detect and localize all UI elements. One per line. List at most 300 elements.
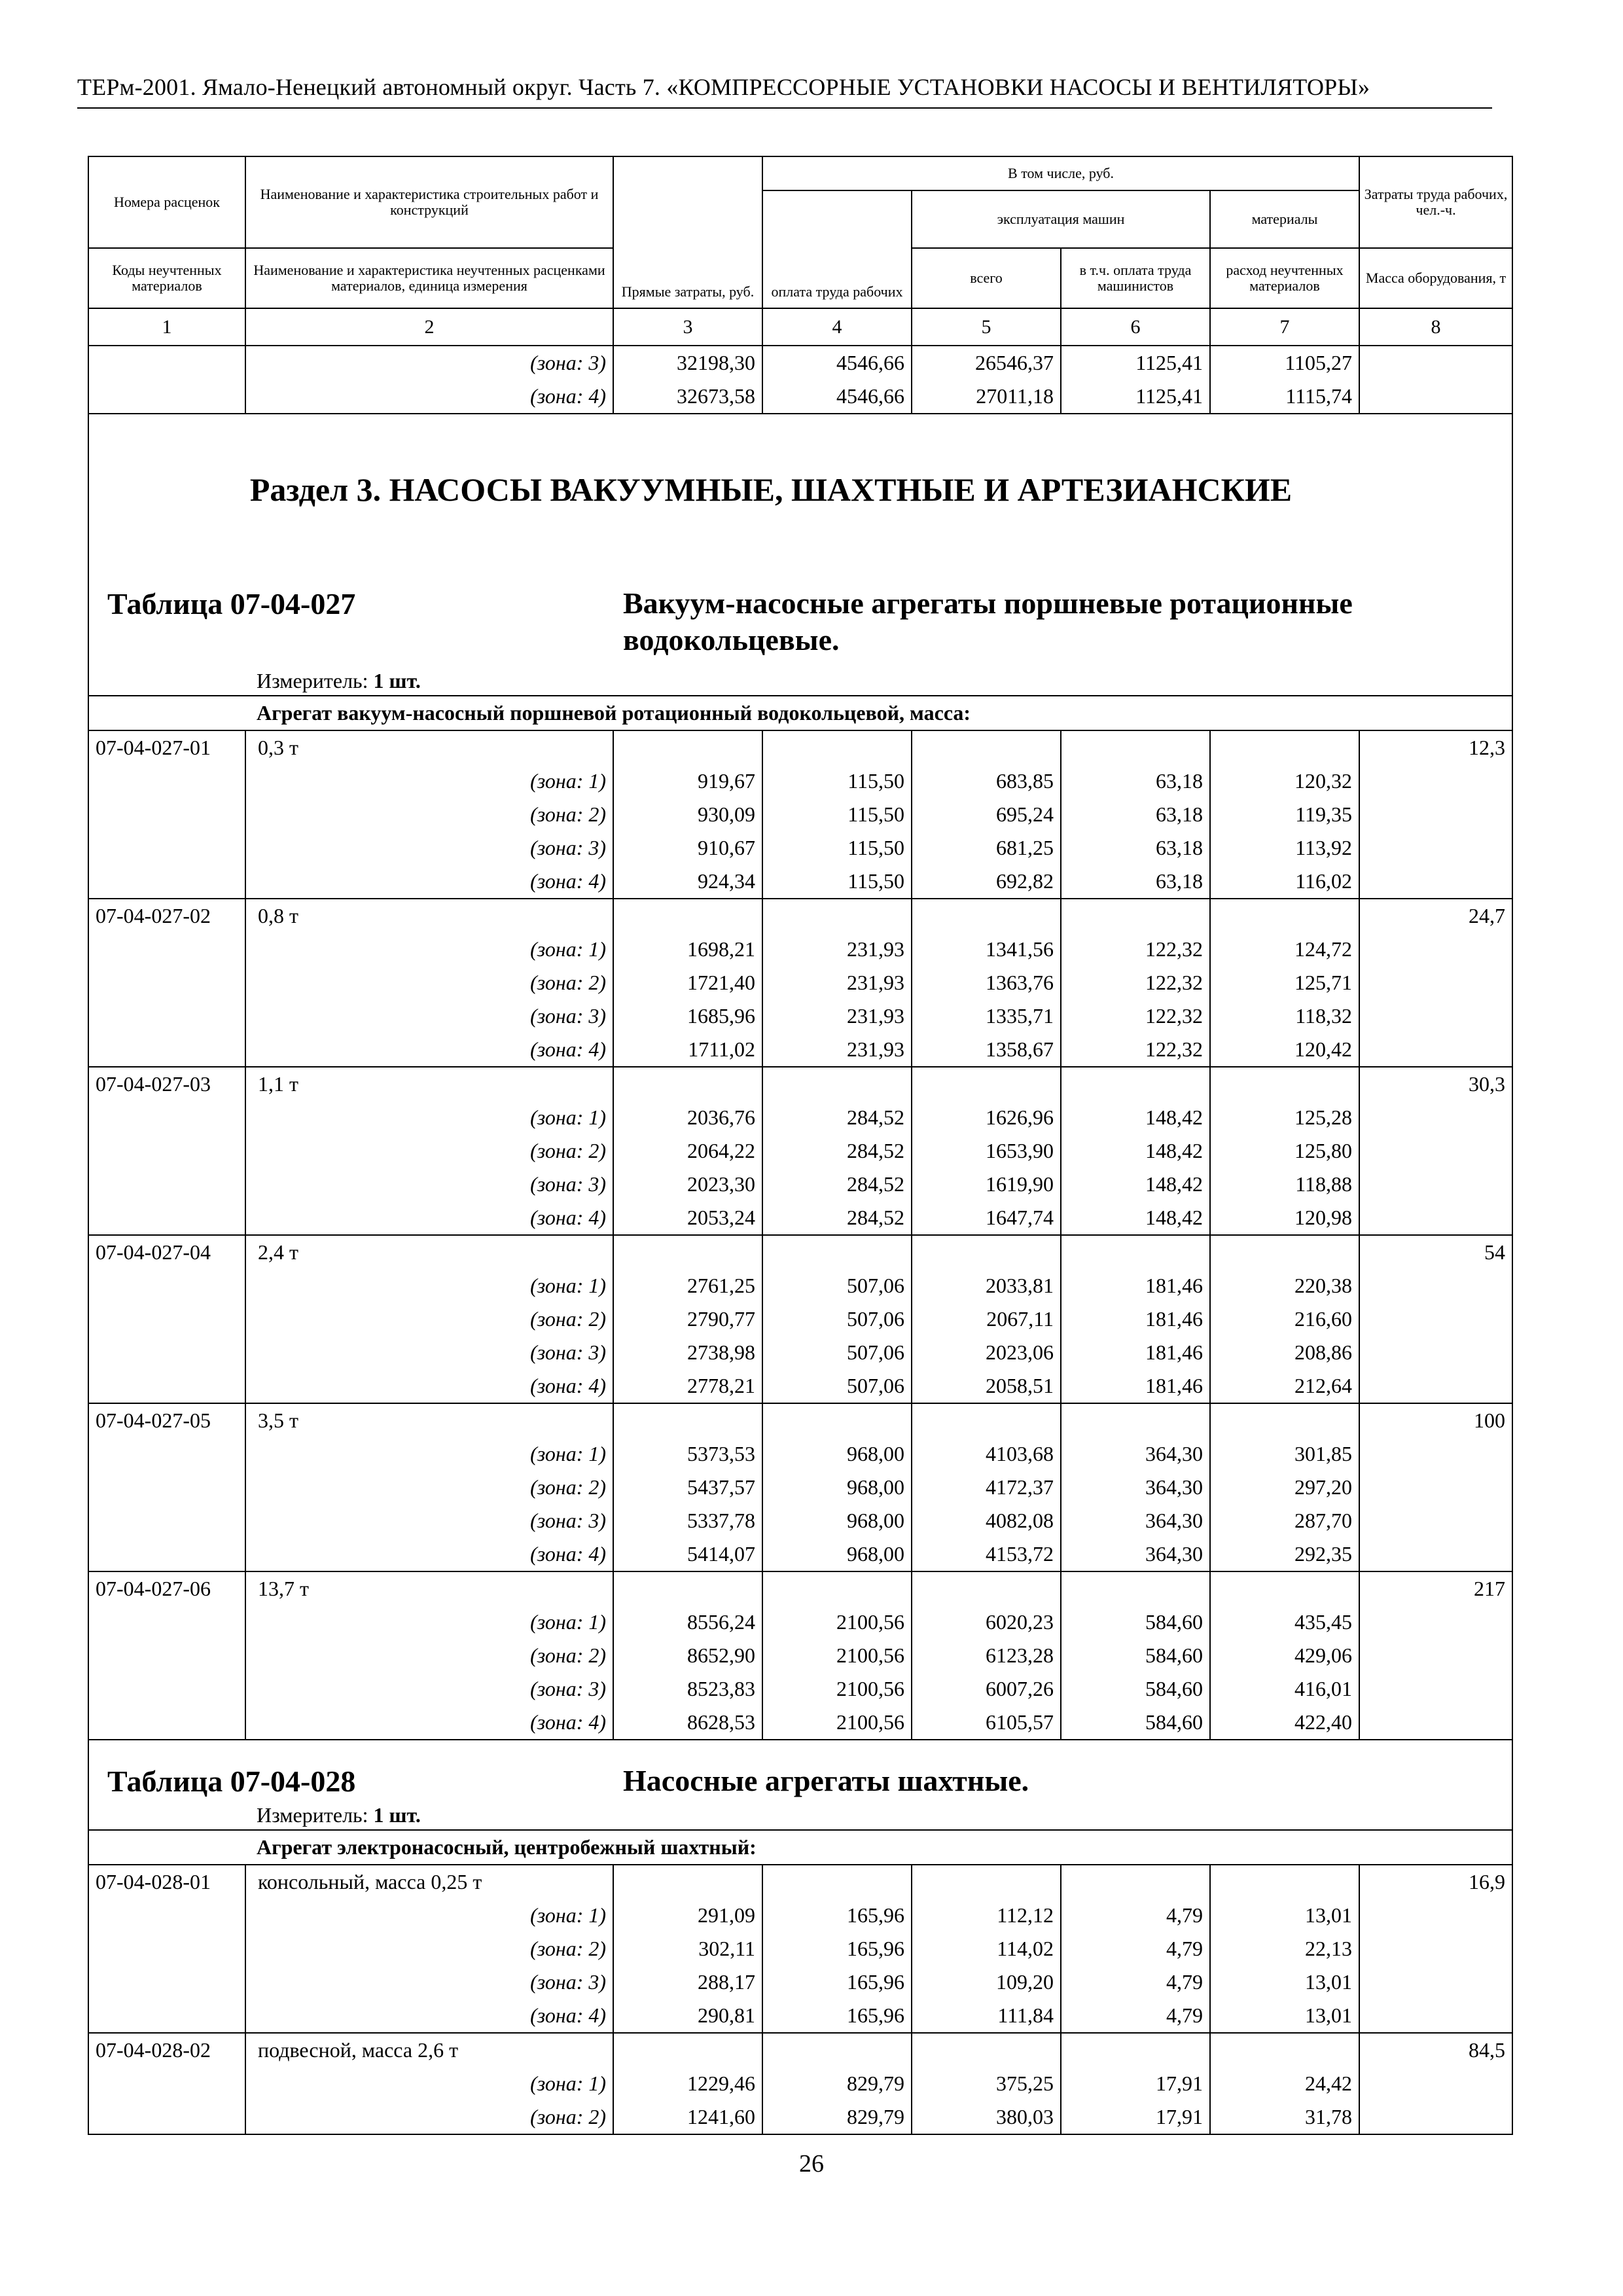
- table-row: [88, 1571, 1512, 1740]
- cell-value: 1335,71: [986, 1004, 1054, 1028]
- zone-label: (зона: 1): [530, 769, 606, 793]
- cell-value: 8628,53: [687, 1710, 755, 1734]
- rate-name: 3,5 т: [258, 1408, 298, 1432]
- mass-cell: [1359, 1571, 1512, 1740]
- spacer: [1217, 1236, 1352, 1269]
- cell-value: 380,03: [996, 2105, 1054, 2128]
- cell-value: 63,18: [1156, 869, 1203, 893]
- cell-value: 930,09: [698, 802, 755, 826]
- spacer: [620, 1067, 755, 1101]
- rate-code-cell: [88, 1067, 245, 1235]
- col-num-5: 5: [912, 308, 1061, 346]
- section-block-027: [88, 414, 1512, 696]
- cell-value: 2100,56: [836, 1710, 904, 1734]
- value-cell-c5: [912, 1403, 1061, 1571]
- cell-value: 1241,60: [687, 2105, 755, 2128]
- cell-value: 1653,90: [986, 1139, 1054, 1162]
- table-number: Таблица 07-04-027: [107, 587, 356, 620]
- value-cell-c6: [1061, 1403, 1210, 1571]
- cell-value: 681,25: [996, 836, 1054, 859]
- cell-value: 2023,06: [986, 1340, 1054, 1364]
- zone-label: (зона: 3): [530, 1340, 606, 1364]
- cell-value: 181,46: [1145, 1307, 1203, 1331]
- cell-value: 1698,21: [687, 937, 755, 961]
- cell-value: 1341,56: [986, 937, 1054, 961]
- head-labor-pay: оплата труда рабочих: [762, 190, 912, 308]
- cell-value: 122,32: [1145, 1037, 1203, 1061]
- cell-value: 2064,22: [687, 1139, 755, 1162]
- head-direct: Прямые затраты, руб.: [613, 156, 762, 308]
- zone-label: (зона: 3): [530, 351, 606, 374]
- cell-value: 297,20: [1294, 1475, 1353, 1499]
- cell-value: 165,96: [847, 1970, 904, 1994]
- rate-code: 07-04-027-06: [96, 1577, 211, 1600]
- value-cell-c5: [912, 1571, 1061, 1740]
- rate-code: 07-04-028-02: [96, 2038, 211, 2062]
- zone-label: (зона: 4): [530, 2003, 606, 2027]
- rates-table: [88, 156, 1513, 2135]
- zone-label: (зона: 2): [530, 1139, 606, 1162]
- zone-label: (зона: 4): [530, 1374, 606, 1397]
- head-code: Номера расценок: [88, 156, 245, 248]
- spacer: [1217, 1572, 1352, 1605]
- cell-value: 4153,72: [986, 1542, 1054, 1566]
- zone-label: (зона: 1): [530, 1442, 606, 1465]
- cell-value: 116,02: [1295, 869, 1353, 893]
- value-cell-c6: [1061, 1235, 1210, 1403]
- cell-value: 695,24: [996, 802, 1054, 826]
- meter-value: 1 шт.: [373, 669, 421, 692]
- running-header: ТЕРм-2001. Ямало-Ненецкий автономный округ. Часть 7. «КОМПРЕССОРНЫЕ УСТАНОВКИ НАСОСЫ И ВЕНТИЛЯТОРЫ»: [77, 74, 1370, 100]
- col-num-3: 3: [613, 308, 762, 346]
- equipment-mass: 12,3: [1469, 736, 1506, 759]
- cell-value: 2053,24: [687, 1206, 755, 1229]
- value-cell-c7: [1210, 1067, 1359, 1235]
- cell-value: 13,01: [1305, 1903, 1353, 1927]
- rate-code-cell: [88, 730, 245, 899]
- spacer: [620, 1236, 755, 1269]
- cell-value: 4,79: [1166, 1970, 1203, 1994]
- value-cell-c7: [1210, 730, 1359, 899]
- rate-code: 07-04-027-05: [96, 1408, 211, 1432]
- cell-value: 2778,21: [687, 1374, 755, 1397]
- table-caption-028: [89, 1763, 1512, 1801]
- rate-name-cell: [245, 1235, 613, 1403]
- spacer: [770, 1865, 904, 1899]
- cell-value: 1358,67: [986, 1037, 1054, 1061]
- section-cell: [88, 1740, 1512, 1830]
- value-cell-c3: [613, 1571, 762, 1740]
- table-title: Насосные агрегаты шахтные.: [623, 1764, 1029, 1797]
- mass-cell: [1359, 1865, 1512, 2033]
- section-block-028: [88, 1740, 1512, 1830]
- spacer: [1217, 731, 1352, 764]
- rate-name-cell: [245, 1403, 613, 1571]
- zone-label: (зона: 3): [530, 1172, 606, 1196]
- spacer: [919, 2034, 1054, 2067]
- value-cell-c4: [762, 1403, 912, 1571]
- cell-value: 6105,57: [986, 1710, 1054, 1734]
- cell-value: 231,93: [847, 1004, 904, 1028]
- head-unaccounted: расход неучтенных материалов: [1210, 248, 1359, 308]
- rate-code-cell: [88, 1865, 245, 2033]
- col-num-7: 7: [1210, 308, 1359, 346]
- spacer: [620, 1572, 755, 1605]
- spacer: [620, 2034, 755, 2067]
- head-code2: Коды неучтенных материалов: [88, 248, 245, 308]
- cell-value: 364,30: [1145, 1442, 1203, 1465]
- col-num-2: 2: [245, 308, 613, 346]
- spacer: [919, 899, 1054, 933]
- spacer: [1068, 1067, 1203, 1101]
- cell-value: 181,46: [1145, 1274, 1203, 1297]
- head-labor: Затраты труда рабочих, чел.-ч.: [1359, 156, 1512, 248]
- spacer: [1217, 899, 1352, 933]
- cell-value: 115,50: [847, 869, 904, 893]
- cell-value: 5373,53: [687, 1442, 755, 1465]
- zone-label: (зона: 2): [530, 802, 606, 826]
- cell-value: 231,93: [847, 937, 904, 961]
- cell-value: 17,91: [1156, 2072, 1203, 2095]
- cell-value: 1647,74: [986, 1206, 1054, 1229]
- table-row: [88, 2033, 1512, 2134]
- zone-label: (зона: 3): [530, 1970, 606, 1994]
- cell-value: 148,42: [1145, 1172, 1203, 1196]
- zone-label: (зона: 3): [530, 1509, 606, 1532]
- table-title: Вакуум-насосные агрегаты поршневые ротационные водокольцевые.: [623, 586, 1353, 656]
- equipment-mass: 24,7: [1469, 904, 1506, 927]
- value-cell-c5: [912, 1067, 1061, 1235]
- cell-value: 919,67: [698, 769, 755, 793]
- spacer: [770, 1067, 904, 1101]
- zone-label: (зона: 1): [530, 1274, 606, 1297]
- table-caption-027: [89, 585, 1512, 661]
- cell-value: 284,52: [847, 1172, 904, 1196]
- cell-value: 2738,98: [687, 1340, 755, 1364]
- header-row-1: [88, 156, 1512, 190]
- zone-label: (зона: 4): [530, 869, 606, 893]
- carry-col4: [762, 346, 912, 414]
- cell-value: 32198,30: [677, 351, 755, 374]
- equipment-mass: 84,5: [1469, 2038, 1506, 2062]
- table-number: Таблица 07-04-028: [107, 1765, 356, 1798]
- value-cell-c3: [613, 1865, 762, 2033]
- spacer: [919, 731, 1054, 764]
- head-name: Наименование и характеристика строительных работ и конструкций: [245, 156, 613, 248]
- spacer: [770, 1236, 904, 1269]
- table-row: [88, 1865, 1512, 2033]
- value-cell-c7: [1210, 1571, 1359, 1740]
- head-materials: материалы: [1210, 190, 1359, 248]
- cell-value: 692,82: [996, 869, 1054, 893]
- group-row-028: [88, 1830, 1512, 1865]
- spacer: [770, 899, 904, 933]
- spacer: [919, 1865, 1054, 1899]
- equipment-mass: 54: [1484, 1240, 1506, 1264]
- spacer: [919, 1572, 1054, 1605]
- cell-value: 2023,30: [687, 1172, 755, 1196]
- cell-value: 109,20: [996, 1970, 1054, 1994]
- value-cell-c3: [613, 1403, 762, 1571]
- spacer: [620, 899, 755, 933]
- cell-value: 924,34: [698, 869, 755, 893]
- cell-value: 364,30: [1145, 1542, 1203, 1566]
- cell-value: 507,06: [847, 1340, 904, 1364]
- cell-value: 115,50: [847, 802, 904, 826]
- table-row: [88, 1235, 1512, 1403]
- spacer: [1068, 899, 1203, 933]
- cell-value: 124,72: [1294, 937, 1353, 961]
- cell-value: 63,18: [1156, 836, 1203, 859]
- cell-value: 17,91: [1156, 2105, 1203, 2128]
- cell-value: 231,93: [847, 971, 904, 994]
- value-cell-c6: [1061, 1571, 1210, 1740]
- zone-label: (зона: 4): [530, 1037, 606, 1061]
- cell-value: 2036,76: [687, 1105, 755, 1129]
- cell-value: 2761,25: [687, 1274, 755, 1297]
- cell-value: 584,60: [1145, 1610, 1203, 1634]
- head-name2: Наименование и характеристика неучтенных расценками материалов, единица измерения: [245, 248, 613, 308]
- cell-value: 32673,58: [677, 384, 755, 408]
- spacer: [770, 1572, 904, 1605]
- cell-value: 301,85: [1294, 1442, 1353, 1465]
- cell-value: 148,42: [1145, 1206, 1203, 1229]
- header-rule: [77, 107, 1492, 109]
- value-cell-c5: [912, 730, 1061, 899]
- spacer: [1068, 1236, 1203, 1269]
- cell-value: 148,42: [1145, 1139, 1203, 1162]
- value-cell-c5: [912, 1235, 1061, 1403]
- meter-label: Измеритель:: [257, 1803, 374, 1827]
- value-cell-c4: [762, 2033, 912, 2134]
- cell-value: 2100,56: [836, 1643, 904, 1667]
- cell-value: 364,30: [1145, 1475, 1203, 1499]
- value-cell-c6: [1061, 1865, 1210, 2033]
- cell-value: 165,96: [847, 1937, 904, 1960]
- head-mach-pay: в т.ч. оплата труда машинистов: [1061, 248, 1210, 308]
- zone-label: (зона: 2): [530, 971, 606, 994]
- cell-value: 375,25: [996, 2072, 1054, 2095]
- cell-value: 125,28: [1294, 1105, 1353, 1129]
- section-cell: [88, 414, 1512, 696]
- cell-value: 122,32: [1145, 1004, 1203, 1028]
- group-heading: Агрегат электронасосный, центробежный шахтный:: [88, 1830, 1512, 1865]
- cell-value: 968,00: [847, 1542, 904, 1566]
- cell-value: 284,52: [847, 1139, 904, 1162]
- carry-code: [88, 346, 245, 414]
- group-heading: Агрегат вакуум-насосный поршневой ротационный водокольцевой, масса:: [88, 696, 1512, 730]
- mass-cell: [1359, 730, 1512, 899]
- rate-name: 13,7 т: [258, 1577, 309, 1600]
- cell-value: 291,09: [698, 1903, 755, 1927]
- cell-value: 6007,26: [986, 1677, 1054, 1700]
- cell-value: 284,52: [847, 1105, 904, 1129]
- value-cell-c6: [1061, 899, 1210, 1067]
- table-row: [88, 730, 1512, 899]
- cell-value: 2058,51: [986, 1374, 1054, 1397]
- cell-value: 302,11: [698, 1937, 755, 1960]
- col-num-4: 4: [762, 308, 912, 346]
- cell-value: 683,85: [996, 769, 1054, 793]
- zone-label: (зона: 4): [530, 384, 606, 408]
- rate-name: 0,3 т: [258, 736, 298, 759]
- spacer: [1217, 2034, 1352, 2067]
- cell-value: 584,60: [1145, 1710, 1203, 1734]
- cell-value: 416,01: [1294, 1677, 1353, 1700]
- rate-code: 07-04-028-01: [96, 1870, 211, 1893]
- cell-value: 584,60: [1145, 1677, 1203, 1700]
- cell-value: 2100,56: [836, 1610, 904, 1634]
- zone-label: (зона: 2): [530, 2105, 606, 2128]
- cell-value: 122,32: [1145, 971, 1203, 994]
- cell-value: 111,84: [997, 2003, 1054, 2027]
- cell-value: 1363,76: [986, 971, 1054, 994]
- cell-value: 1619,90: [986, 1172, 1054, 1196]
- mass-cell: [1359, 1067, 1512, 1235]
- value-cell-c7: [1210, 1403, 1359, 1571]
- cell-value: 968,00: [847, 1509, 904, 1532]
- spacer: [1068, 1865, 1203, 1899]
- spacer: [1068, 2034, 1203, 2067]
- cell-value: 5337,78: [687, 1509, 755, 1532]
- spacer: [1068, 1404, 1203, 1437]
- cell-value: 507,06: [847, 1374, 904, 1397]
- head-mass: Масса оборудования, т: [1359, 248, 1512, 308]
- cell-value: 231,93: [847, 1037, 904, 1061]
- cell-value: 113,92: [1295, 836, 1353, 859]
- cell-value: 2790,77: [687, 1307, 755, 1331]
- cell-value: 364,30: [1145, 1509, 1203, 1532]
- cell-value: 118,88: [1295, 1172, 1353, 1196]
- spacer: [1217, 1865, 1352, 1899]
- page-number: 26: [799, 2150, 824, 2178]
- cell-value: 968,00: [847, 1442, 904, 1465]
- cell-value: 2100,56: [836, 1677, 904, 1700]
- rate-name: консольный, масса 0,25 т: [258, 1870, 482, 1893]
- cell-value: 22,13: [1305, 1937, 1353, 1960]
- value-cell-c6: [1061, 1067, 1210, 1235]
- cell-value: 122,32: [1145, 937, 1203, 961]
- cell-value: 429,06: [1294, 1643, 1353, 1667]
- rate-name: 0,8 т: [258, 904, 298, 927]
- rate-code-cell: [88, 2033, 245, 2134]
- spacer: [620, 1865, 755, 1899]
- value-cell-c4: [762, 1865, 912, 2033]
- rate-name: 2,4 т: [258, 1240, 298, 1264]
- spacer: [1068, 1572, 1203, 1605]
- value-cell-c6: [1061, 730, 1210, 899]
- spacer: [1217, 1067, 1352, 1101]
- carry-col5: [912, 346, 1061, 414]
- cell-value: 910,67: [698, 836, 755, 859]
- cell-value: 4546,66: [836, 351, 904, 374]
- cell-value: 125,80: [1294, 1139, 1353, 1162]
- carry-col3: [613, 346, 762, 414]
- col-num-1: 1: [88, 308, 245, 346]
- cell-value: 114,02: [997, 1937, 1054, 1960]
- cell-value: 4,79: [1166, 1903, 1203, 1927]
- cell-value: 435,45: [1294, 1610, 1353, 1634]
- rate-name-cell: [245, 1865, 613, 2033]
- cell-value: 507,06: [847, 1307, 904, 1331]
- cell-value: 1105,27: [1285, 351, 1353, 374]
- value-cell-c4: [762, 1235, 912, 1403]
- spacer: [620, 1404, 755, 1437]
- rate-name-cell: [245, 730, 613, 899]
- cell-value: 8523,83: [687, 1677, 755, 1700]
- zone-label: (зона: 1): [530, 2072, 606, 2095]
- rate-code: 07-04-027-02: [96, 904, 211, 927]
- cell-value: 115,50: [847, 769, 904, 793]
- cell-value: 208,86: [1294, 1340, 1353, 1364]
- cell-value: 5437,57: [687, 1475, 755, 1499]
- cell-value: 24,42: [1305, 2072, 1353, 2095]
- rate-code-cell: [88, 899, 245, 1067]
- cell-value: 8556,24: [687, 1610, 755, 1634]
- value-cell-c6: [1061, 2033, 1210, 2134]
- carry-col6: [1061, 346, 1210, 414]
- cell-value: 119,35: [1295, 802, 1353, 826]
- meter-028: [89, 1801, 1512, 1829]
- cell-value: 63,18: [1156, 802, 1203, 826]
- meter-label: Измеритель:: [257, 669, 374, 692]
- cell-value: 125,71: [1294, 971, 1353, 994]
- value-cell-c5: [912, 2033, 1061, 2134]
- cell-value: 27011,18: [976, 384, 1054, 408]
- cell-value: 1125,41: [1135, 351, 1203, 374]
- rate-code: 07-04-027-01: [96, 736, 211, 759]
- cell-value: 26546,37: [975, 351, 1054, 374]
- cell-value: 1115,74: [1285, 384, 1353, 408]
- cell-value: 288,17: [698, 1970, 755, 1994]
- cell-value: 220,38: [1294, 1274, 1353, 1297]
- cell-value: 2067,11: [986, 1307, 1054, 1331]
- rate-code: 07-04-027-03: [96, 1072, 211, 1096]
- spacer: [620, 731, 755, 764]
- cell-value: 829,79: [847, 2072, 904, 2095]
- col-num-8: 8: [1359, 308, 1512, 346]
- cell-value: 1711,02: [688, 1037, 755, 1061]
- spacer: [919, 1067, 1054, 1101]
- value-cell-c7: [1210, 1865, 1359, 2033]
- rate-name-cell: [245, 1067, 613, 1235]
- value-cell-c5: [912, 899, 1061, 1067]
- rate-name: подвесной, масса 2,6 т: [258, 2038, 459, 2062]
- value-cell-c5: [912, 1865, 1061, 2033]
- cell-value: 1685,96: [687, 1004, 755, 1028]
- cell-value: 4,79: [1166, 2003, 1203, 2027]
- cell-value: 13,01: [1305, 1970, 1353, 1994]
- zone-label: (зона: 2): [530, 1937, 606, 1960]
- zone-label: (зона: 3): [530, 836, 606, 859]
- cell-value: 284,52: [847, 1206, 904, 1229]
- spacer: [770, 2034, 904, 2067]
- value-cell-c7: [1210, 899, 1359, 1067]
- cell-value: 216,60: [1294, 1307, 1353, 1331]
- mass-cell: [1359, 1235, 1512, 1403]
- cell-value: 6020,23: [986, 1610, 1054, 1634]
- zone-label: (зона: 1): [530, 1610, 606, 1634]
- table-row: [88, 1067, 1512, 1235]
- carry-col7: [1210, 346, 1359, 414]
- head-including: В том числе, руб.: [762, 156, 1359, 190]
- cell-value: 4082,08: [986, 1509, 1054, 1532]
- cell-value: 1125,41: [1135, 384, 1203, 408]
- cell-value: 8652,90: [687, 1643, 755, 1667]
- equipment-mass: 30,3: [1469, 1072, 1506, 1096]
- cell-value: 422,40: [1294, 1710, 1353, 1734]
- value-cell-c4: [762, 1067, 912, 1235]
